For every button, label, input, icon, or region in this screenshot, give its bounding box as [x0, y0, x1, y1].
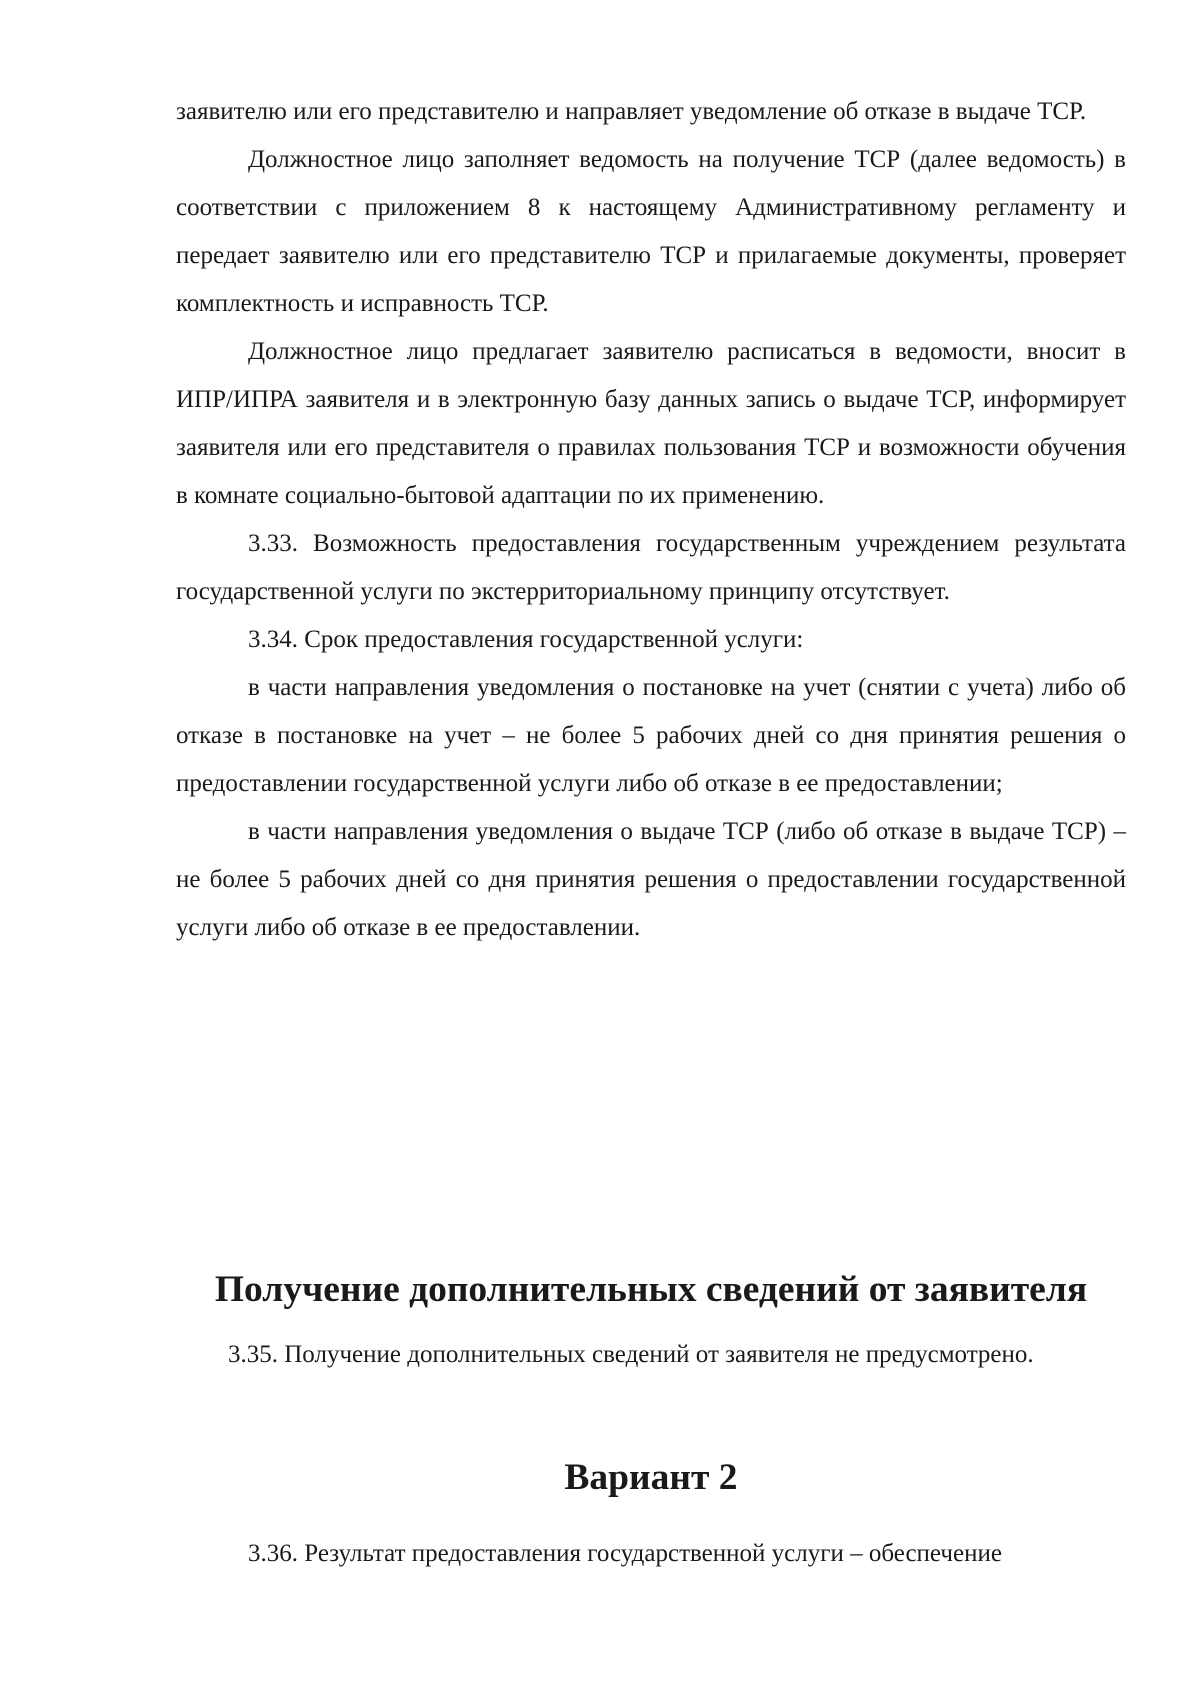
paragraph-3-33: 3.33. Возможность предоставления государственным учреждением результата государственной услуги по экстерриториальному принципу отсутствует. — [176, 530, 1126, 605]
paragraph-3-36: 3.36. Результат предоставления государственной услуги – обеспечение — [248, 1540, 1002, 1567]
paragraph-term-registration: в части направления уведомления о постановке на учет (снятии с учета) либо об отказе в постановке на учет – не более 5 рабочих дней со дня принятия решения о предоставлении государственной услуги либо об отказе в ее предоставлении; — [176, 674, 1126, 797]
section-heading-variant-2: Вариант 2 — [564, 1457, 738, 1498]
paragraph-vedomost: Должностное лицо заполняет ведомость на получение ТСР (далее ведомость) в соответствии с приложением 8 к настоящему Административному регламенту и передает заявителю или его представителю ТСР и прилагаемые документы, проверяет комплектность и исправность ТСР. — [176, 146, 1126, 317]
text-block-3-35 — [176, 1336, 1126, 1374]
paragraph-term-issue: в части направления уведомления о выдаче ТСР (либо об отказе в выдаче ТСР) – не более 5 рабочих дней со дня принятия решения о предоставлении государственной услуги либо об отказе в ее предоставлении. — [176, 818, 1126, 941]
text-block-3-36 — [176, 1530, 1126, 1578]
section-heading-additional-info: Получение дополнительных сведений от заявителя — [214, 1269, 1088, 1310]
paragraph-3-34: 3.34. Срок предоставления государственной услуги: — [248, 626, 804, 653]
paragraph-signature: Должностное лицо предлагает заявителю расписаться в ведомости, вносит в ИПР/ИПРА заявителя и в электронную базу данных запись о выдаче ТСР, информирует заявителя или его представителя о правилах пользования ТСР и возможности обучения в комнате социально-бытовой адаптации по их применению. — [176, 338, 1126, 509]
text-block-top — [176, 88, 1126, 952]
paragraph-continuation: заявителю или его представителю и направляет уведомление об отказе в выдаче ТСР. — [176, 98, 1087, 125]
paragraph-3-35: 3.35. Получение дополнительных сведений от заявителя не предусмотрено. — [228, 1341, 1034, 1368]
